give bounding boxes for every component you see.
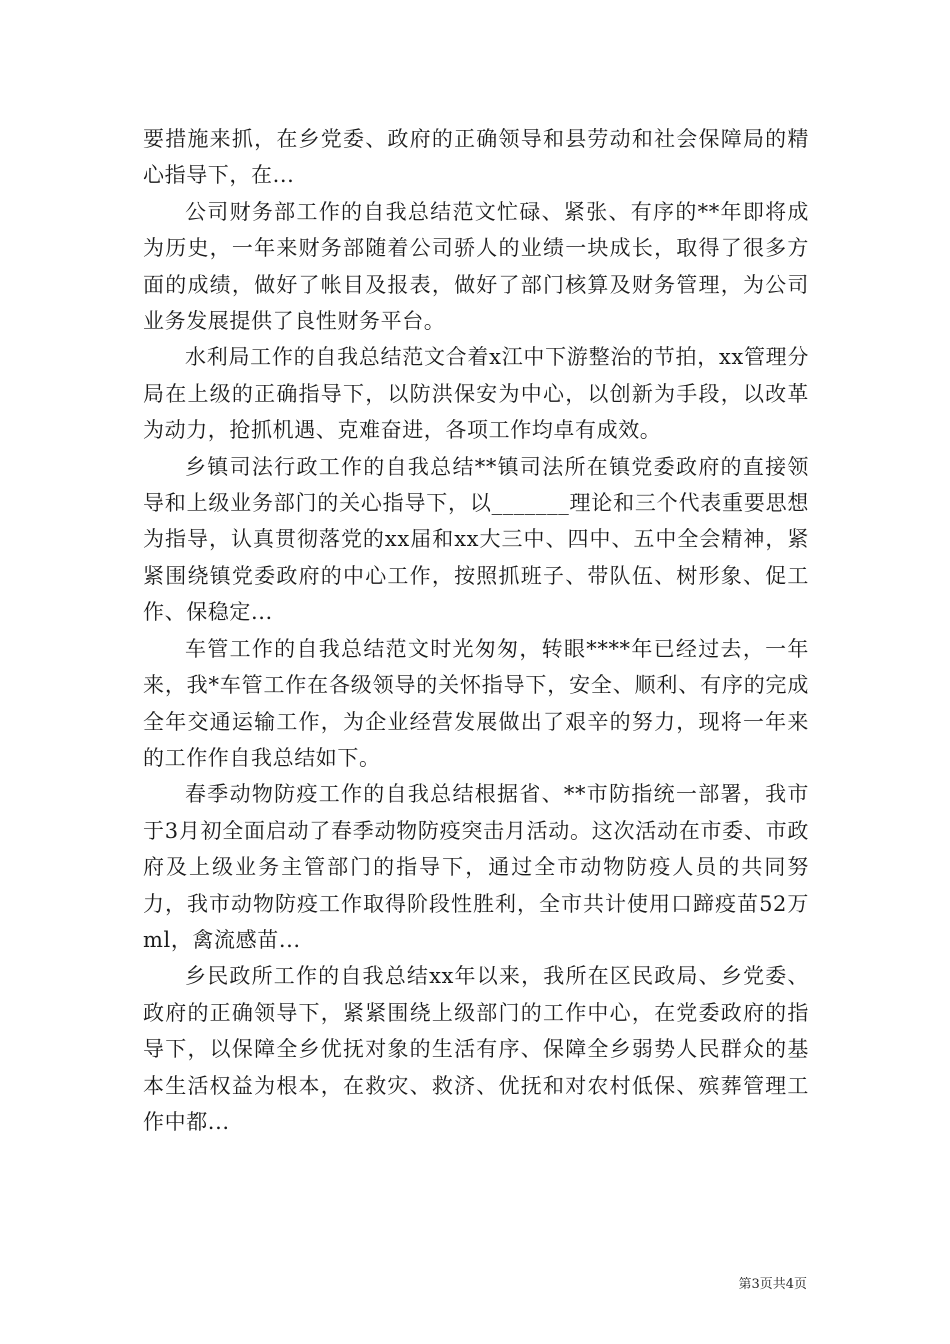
paragraph-epidemic-summary: 春季动物防疫工作的自我总结根据省、**市防指统一部署，我市于3月初全面启动了春季动物防疫突击月活动。这次活动在市委、市政府及上级业务主管部门的指导下，通过全市动物防疫人员的共同努力，我市动物防疫工作取得阶段性胜利，全市共计使用口蹄疫苗52万ml，禽流感苗... (143, 782, 809, 952)
paragraph-water-bureau-summary: 水利局工作的自我总结范文合着x江中下游整治的节拍，xx管理分局在上级的正确指导下，以防洪保安为中心，以创新为手段，以改革为动力，抢抓机遇、克难奋进，各项工作均卓有成效。 (143, 345, 809, 443)
page-number: 第3页共4页 (738, 1277, 807, 1292)
paragraph-finance-summary: 公司财务部工作的自我总结范文忙碌、紧张、有序的**年即将成为历史，一年来财务部随着公司骄人的业绩一块成长，取得了很多方面的成绩，做好了帐目及报表，做好了部门核算及财务管理，为公司业务发展提供了良性财务平台。 (143, 199, 809, 334)
paragraph-judicial-summary: 乡镇司法行政工作的自我总结**镇司法所在镇党委政府的直接领导和上级业务部门的关心指导下，以_______理论和三个代表重要思想为指导，认真贯彻落党的xx届和xx大三中、四中、五中全会精神，紧紧围绕镇党委政府的中心工作，按照抓班子、带队伍、树形象、促工作、保稳定... (143, 454, 809, 625)
paragraph-continuation: 要措施来抓，在乡党委、政府的正确领导和县劳动和社会保障局的精心指导下，在... (143, 127, 809, 188)
paragraph-vehicle-summary: 车管工作的自我总结范文时光匆匆，转眼****年已经过去，一年来，我*车管工作在各级领导的关怀指导下，安全、顺利、有序的完成全年交通运输工作，为企业经营发展做出了艰辛的努力，现将一年来的工作作自我总结如下。 (143, 636, 809, 770)
document-body (143, 121, 809, 1140)
paragraph-civil-affairs-summary: 乡民政所工作的自我总结xx年以来，我所在区民政局、乡党委、政府的正确领导下，紧紧围绕上级部门的工作中心，在党委政府的指导下，以保障全乡优抚对象的生活有序、保障全乡弱势人民群众的基本生活权益为根本，在救灾、救济、优抚和对农村低保、殡葬管理工作中都... (143, 964, 809, 1134)
